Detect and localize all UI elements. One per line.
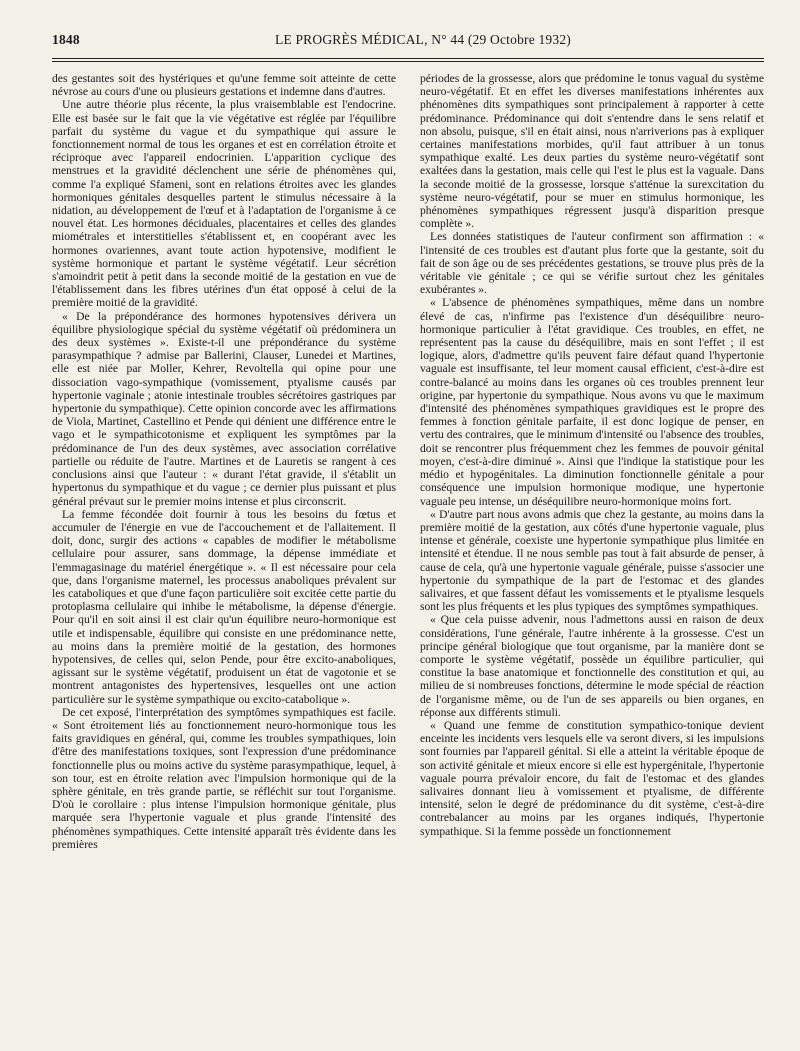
paragraph: La femme fécondée doit fournir à tous les besoins du fœtus et accumuler de l'énergie en vue de l'accouchement et de l'allaitement. Il doit, donc, surgir des actions « capables de modifier le métabolisme cellulaire pour assurer, sans dommage, la dépense immédiate et l'emmagasinage du matériel énergétique ». « Il est nécessaire pour cela que, dans l'organisme maternel, les processus anaboliques prévalent sur les cataboliques et que d'une façon particulière soit excitée cette partie du protoplasma cellulaire qui inhibe le métabolisme, la dépense d'énergie. Pour qu'il en soit ainsi il est clair qu'un équilibre neuro-hormonique est utile et indispensable, équilibre qui consiste en une prédominance nette, au moins dans la première moitié de la gestation, des hormones hypotensives, de celles qui, selon Pende, pour être excito-anaboliques, agissant sur le système végétatif, produisent un état de vagotonie et se montrent antagonistes des hypertensives, lesquelles ont une action particulière sur le système sympathique ou excito-catabolique ».	[52, 507, 396, 706]
page-number: 1848	[52, 32, 80, 47]
paragraph: « L'absence de phénomènes sympathiques, même dans un nombre élevé de cas, n'infirme pas l'existence d'un déséquilibre neuro-hormonique particulier à l'état gravidique. Ces troubles, en effet, ne représentent pas la cause du déséquilibre, mais en sont l'effet ; il est logique, alors, d'admettre qu'ils peuvent faire défaut quand l'hypertonie vaguale est insuffisante, tel leur moment causal efficient, c'est-à-dire est contre-balancé au moins dans les organes où ces troubles prennent leur origine, par hypertonie du sympathique. Nous avons vu que le maximum d'intensité des phénomènes sympathiques gravidiques est le propre des femmes à fonction génitale parfaite, il est donc logique de penser, en vertu des contraires, que le minimum d'intensité ou l'absence des troubles, doit se rencontrer plus fréquemment chez les femmes de pouvoir génital moyen, c'est-à-dire diminué ». Ainsi que l'indique la statistique pour les médio et hypogénitales. La diminution fonctionnelle génitale a pour conséquence une impulsion hormonique modique, une hypertonie vaguale peu intense, un déséquilibre neuro-hormonique moins fort.	[420, 296, 764, 508]
paragraph: des gestantes soit des hystériques et qu'une femme soit atteinte de cette névrose au cours d'une ou plusieurs gestations et indemne dans d'autres.	[52, 72, 396, 99]
journal-title: LE PROGRÈS MÉDICAL, N° 44 (29 Octobre 1932)	[275, 32, 571, 47]
header-rule	[52, 58, 764, 59]
right-column	[420, 72, 764, 1032]
paragraph: « D'autre part nous avons admis que chez la gestante, au moins dans la première moitié de la gestation, aux côtés d'une hypertonie vaguale, plus intense et générale, coexiste une hypertonie sympathique plus limitée en intensité et étendue. Il ne nous semble pas tout à fait absurde de penser, à cause de cela, qu'à une hypertonie vaguale générale, puisse s'associer une hypertonie du sympathique de la part de l'estomac et des glandes salivaires, et que fassent défaut les vomissements et le ptyalisme lesquels sont les plus fréquents et les plus typiques des symptômes sympathiques.	[420, 507, 764, 614]
article-body	[52, 72, 764, 1032]
paragraph: Une autre théorie plus récente, la plus vraisemblable est l'endocrine. Elle est basée sur le fait que la vie végétative est réglée par l'équilibre parfait du système du vague et du sympathique qui assure le fonctionnement normal de tous les organes et est en corrélation étroite et réciproque avec l'appareil endocrinien. L'apparition cyclique des menstrues et la gravidité déclenchent une série de phénomènes qui, comme l'a expliqué Sfameni, sont en relations étroites avec les glandes hormoniques génitales desquelles partent le stimulus nécessaire à la nidation, au développement de l'œuf et à l'adaptation de l'organisme à ce nouvel état. Les hormones déciduales, placentaires et celles des glandes miométrales et interstitielles s'établissent et, en coopérant avec les hormones ovariennes, avant toute action hypotensive, modifient le système hormonique et partant le système végétatif. Leur sécrétion s'amoindrit petit à petit dans la seconde moitié de la gestation en vue de l'établissement dans les fibres utérines d'un état opposé à celui de la première moitié de la gravidité.	[52, 98, 396, 310]
paragraph: périodes de la grossesse, alors que prédomine le tonus vagual du système neuro-végétatif. Et en effet les diverses manifestations inhérentes aux phénomènes dits sympathiques sont principalement à rapporter à cette prédominance. Prédominance qui doit s'entendre dans le sens relatif et non absolu, puisque, s'il en était ainsi, nous n'arriverions pas à expliquer certaines manifestations morbides, qu'il faut attribuer à un tonus sympathique exalté. Les deux parties du système neuro-végétatif sont exaltées dans la gestation, mais celle qui l'est le plus est la vaguale. Dans la seconde moitié de la grossesse, lorsque s'atténue la surexcitation du système neuro-végétatif, pour se muer en stimulus hormonique, les phénomènes sympathiques régressent jusqu'à disparition presque complète ».	[420, 72, 764, 231]
left-column	[52, 72, 396, 1032]
paragraph: De cet exposé, l'interprétation des symptômes sympathiques est facile. « Sont étroitement liés au fonctionnement neuro-hormonique tous les faits gravidiques en général, qui, comme les troubles sympathiques, loin d'être des manifestations toxiques, sont l'expression d'une prédominance fonctionnelle plus ou moins active du système parasympathique, lequel, à son tour, est en étroite relation avec l'impulsion hormonique qui de la sphère génitale, en très grande partie, se réfléchit sur tout l'organisme. D'où le corollaire : plus intense l'impulsion hormonique génitale, plus marquée sera l'hypertonie vaguale et plus grande l'intensité des phénomènes sympathiques. Cette intensité apparaît très évidente dans les premières	[52, 705, 396, 851]
paragraph: Les données statistiques de l'auteur confirment son affirmation : « l'intensité de ces troubles est d'autant plus forte que la gestante, soit du fait de son âge ou de ses précédentes gestations, se trouve plus près de la véritable vie génitale ; ce qui se vérifie surtout chez les génitales exubérantes ».	[420, 230, 764, 297]
journal-page	[52, 30, 764, 1040]
paragraph: « Que cela puisse advenir, nous l'admettons aussi en raison de deux considérations, l'une générale, l'autre inhérente à la grossesse. C'est un principe général biologique que tout organisme, par la manière dont se comporte le système végétatif, possède un équilibre particulier, qui constitue la base anatomique et fonctionnelle des constitution et qui, au milieu de si nombreuses fonctions, détermine le mode spécial de réaction de l'organisme même, ou de l'un de ses appareils ou bien organes, en réponse aux différents stimuli.	[420, 613, 764, 719]
paragraph: « Quand une femme de constitution sympathico-tonique devient enceinte les incidents vers lesquels elle va seront divers, si les impulsions sont fournies par l'appareil génital. Si elle a atteint la véritable époque de son activité génitale et mieux encore si elle est hypergénitale, l'hypertonie vaguale pourra prévaloir encore, du fait de l'estomac et des glandes salivaires donnant lieu à vomissement et ptyalisme, de différente intensité, selon le degré de prédominance du dit système, c'est-à-dire contrebalancer au moins par les organes indiqués, l'hypertonie sympathique. Si la femme possède un fonctionnement	[420, 718, 764, 838]
paragraph: « De la prépondérance des hormones hypotensives dérivera un équilibre physiologique spécial du système végétatif où prédominera un des deux systèmes ». Existe-t-il une prépondérance du système parasympathique ? admise par Ballerini, Clauser, Lunedei et Martines, elle est niée par Moller, Kehrer, Revoltella qui opine pour une dissociation vago-sympathique (vomissement, ptyalisme causés par hypertonie vaginale ; atonie intestinale troubles sécrétoires gastriques par hypertonie du sympathique). Cette opinion concorde avec les affirmations de Viola, Martinet, Castellino et Pende qui dénient une différence entre le vago et le sympathicotonisme et expliquent les symptômes par la prédominance de l'un des deux systèmes, avec association corrélative partielle ou réduite de l'autre. Martines et de Lauretis se rangent à ces conclusions ainsi que l'auteur : « durant l'état gravide, il s'établit un hypertonus du sympathique et du vague ; ce dernier plus puissant et plus général prévaut sur le premier moins intense et plus circonscrit.	[52, 309, 396, 508]
header-rule-thin	[52, 61, 764, 62]
page-header	[52, 30, 764, 54]
